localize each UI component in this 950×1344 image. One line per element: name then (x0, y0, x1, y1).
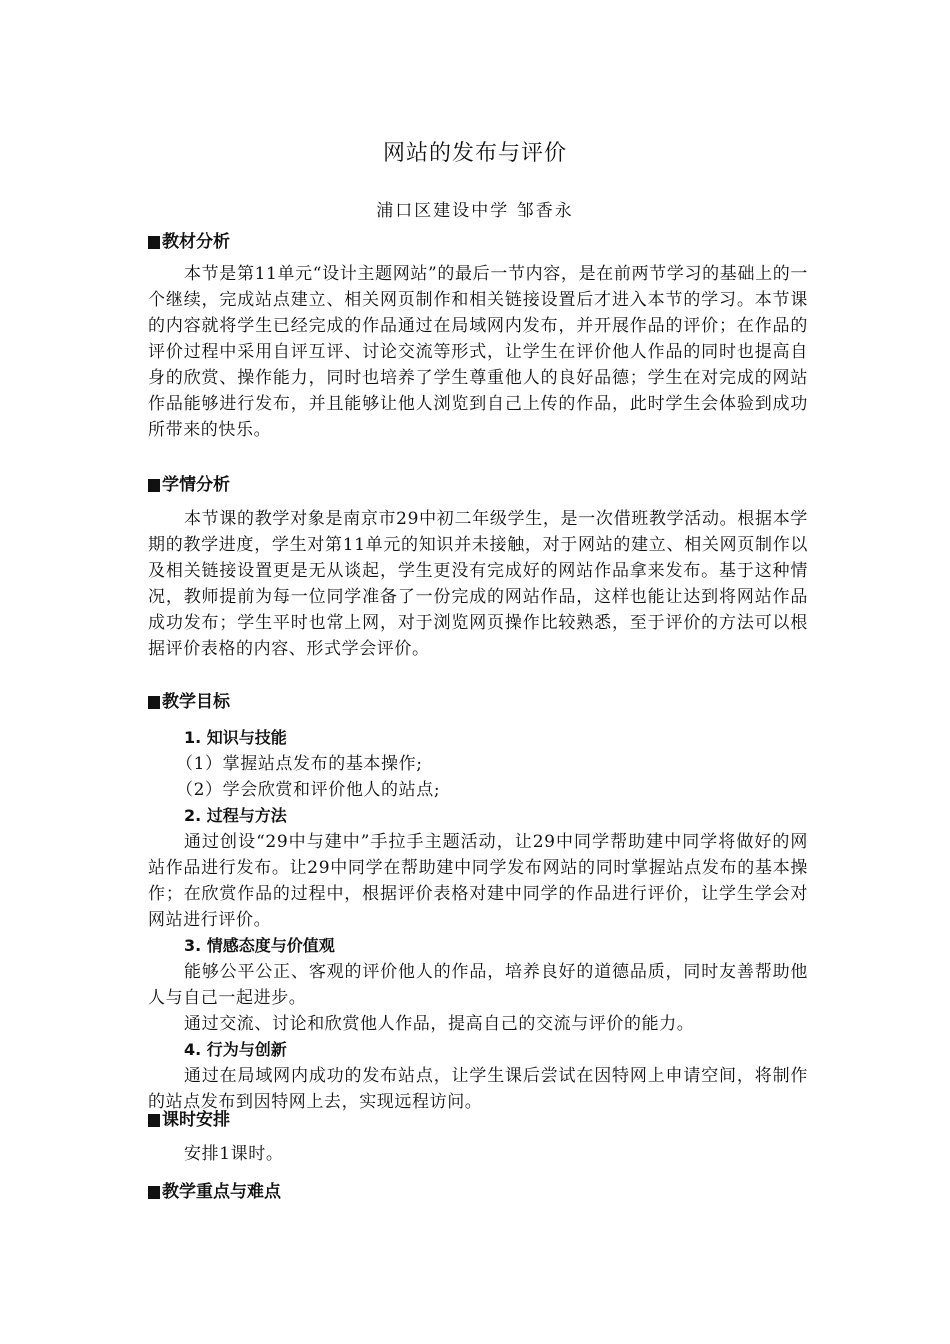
section-student-analysis (148, 472, 808, 662)
subheading-behavior-innovation: 4. 行为与创新 (184, 1040, 287, 1059)
document-title: 网站的发布与评价 (382, 141, 567, 166)
paragraph: 通过交流、讨论和欣赏他人作品，提高自己的交流与评价的能力。 (184, 1014, 695, 1034)
paragraph: 安排1课时。 (184, 1144, 284, 1164)
square-bullet-icon (148, 479, 160, 492)
paragraph: 本节课的教学对象是南京市29中初二年级学生，是一次借班教学活动。根据本学期的教学进度，学生对第11单元的知识并未接触，对于网站的建立、相关网页制作以及相关链接设置更是无从谈起，学生更没有完成好的网站作品拿来发布。基于这种情况，教师提前为每一位同学准备了一份完成的网站作品，这样也能让达到将网站作品成功发布；学生平时也常上网，对于浏览网页操作比较熟悉，至于评价的方法可以根据评价表格的内容、形式学会评价。 (148, 509, 808, 659)
square-bullet-icon (148, 696, 160, 709)
list-item: （2）学会欣赏和评价他人的站点; (176, 780, 441, 800)
section-textbook-analysis (148, 229, 808, 443)
section-heading (148, 689, 808, 715)
section-heading-text: 教学重点与难点 (162, 1182, 281, 1202)
paragraph: 通过创设“29中与建中”手拉手主题活动，让29中同学帮助建中同学将做好的网站作品进行发布。让29中同学在帮助建中同学发布网站的同时掌握站点发布的基本操作；在欣赏作品的过程中，根据评价表格对建中同学的作品进行评价，让学生学会对网站进行评价。 (148, 832, 808, 930)
list-item: （1）掌握站点发布的基本操作; (176, 754, 423, 774)
square-bullet-icon (148, 236, 160, 249)
square-bullet-icon (148, 1114, 160, 1127)
section-heading (148, 1179, 808, 1205)
section-schedule (148, 1107, 808, 1167)
subheading-process-methods: 2. 过程与方法 (184, 806, 287, 825)
section-teaching-objectives (148, 689, 808, 1115)
square-bullet-icon (148, 1186, 160, 1199)
section-heading-text: 教材分析 (162, 232, 230, 252)
author-line: 浦口区建设中学 邹香永 (376, 201, 574, 221)
subheading-attitude-values: 3. 情感态度与价值观 (184, 936, 335, 955)
paragraph: 能够公平公正、客观的评价他人的作品，培养良好的道德品质，同时友善帮助他人与自己一起进步。 (148, 962, 808, 1008)
paragraph: 通过在局域网内成功的发布站点，让学生课后尝试在因特网上申请空间，将制作的站点发布到因特网上去，实现远程访问。 (148, 1066, 808, 1112)
section-heading-text: 学情分析 (162, 475, 230, 495)
section-heading (148, 472, 808, 498)
section-heading-text: 课时安排 (162, 1110, 230, 1130)
section-key-difficult-points (148, 1179, 808, 1205)
section-heading (148, 229, 808, 255)
section-heading (148, 1107, 808, 1133)
section-heading-text: 教学目标 (162, 692, 230, 712)
subheading-knowledge-skills: 1. 知识与技能 (184, 728, 287, 747)
paragraph: 本节是第11单元“设计主题网站”的最后一节内容，是在前两节学习的基础上的一个继续，完成站点建立、相关网页制作和相关链接设置后才进入本节的学习。本节课的内容就将学生已经完成的作品通过在局域网内发布，并开展作品的评价；在作品的评价过程中采用自评互评、讨论交流等形式，让学生在评价他人作品的同时也提高自身的欣赏、操作能力，同时也培养了学生尊重他人的良好品德；学生在对完成的网站作品能够进行发布，并且能够让他人浏览到自己上传的作品，此时学生会体验到成功所带来的快乐。 (148, 264, 808, 440)
